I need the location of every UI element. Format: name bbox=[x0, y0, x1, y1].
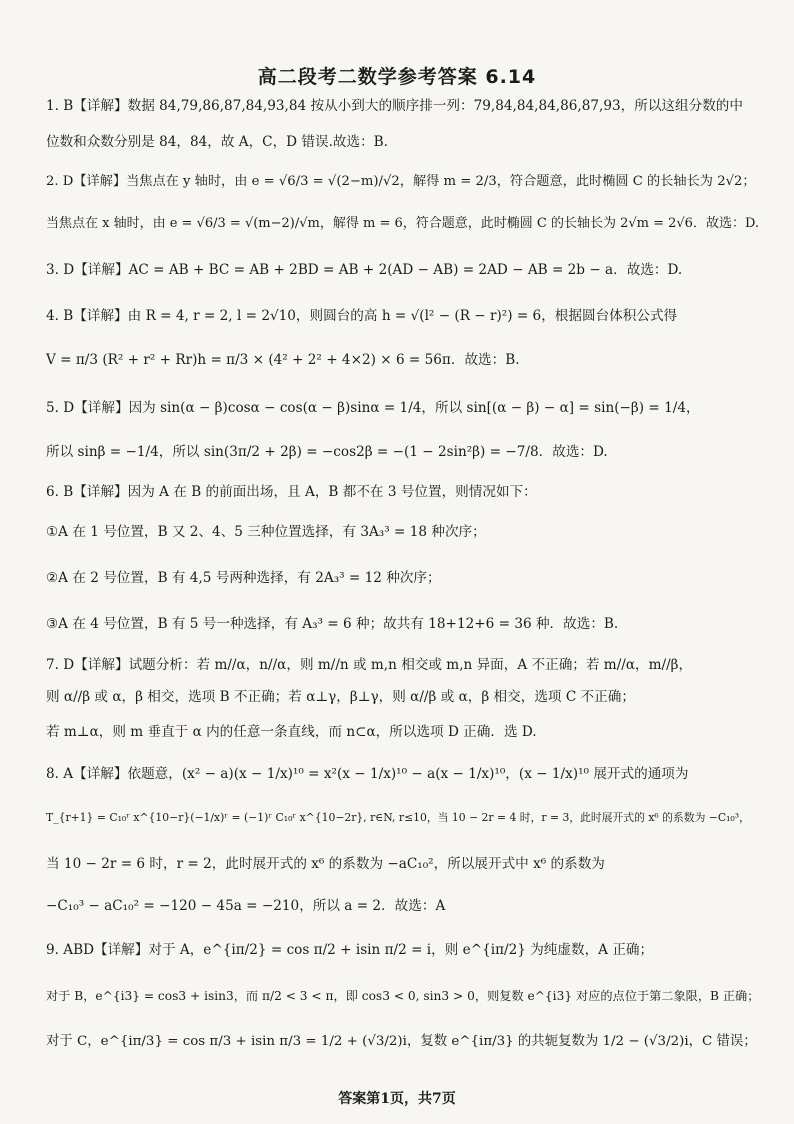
q5-line-2: 所以 sinβ = −1/4，所以 sin(3π/2 + 2β) = −cos2β = −(1 − 2sin²β) = −7/8．故选：D. bbox=[46, 444, 608, 460]
q5-line-1: 5. D【详解】因为 sin(α − β)cosα − cos(α − β)sinα = 1/4，所以 sin[(α − β) − α] = sin(−β) = 1/4， bbox=[46, 400, 700, 416]
q8-line-2: T_{r+1} = C₁₀ʳ x^{10−r}(−1/x)ʳ = (−1)ʳ C₁₀ʳ x^{10−2r}, r∈N, r≤10，当 10 − 2r = 4 时，r = 3，此时展开式的 x⁶ 的系数为 −C₁₀³， bbox=[46, 811, 750, 824]
q6-case-1: ①A 在 1 号位置，B 又 2、4、5 三种位置选择，有 3A₃³ = 18 种次序； bbox=[46, 524, 486, 540]
q2-line-2: 当焦点在 x 轴时，由 e = √6/3 = √(m−2)/√m，解得 m = 6，符合题意，此时椭圆 C 的长轴长为 2√m = 2√6．故选：D. bbox=[46, 216, 760, 231]
q7-line-2: 则 α//β 或 α，β 相交，选项 B 不正确；若 α⊥γ，β⊥γ，则 α//β 或 α，β 相交，选项 C 不正确； bbox=[46, 689, 635, 705]
page-title: 高二段考二数学参考答案 6.14 bbox=[257, 66, 537, 88]
q9-line-2: 对于 B，e^{i3} = cos3 + isin3，而 π/2 < 3 < π，即 cos3 < 0, sin3 > 0，则复数 e^{i3} 对应的点位于第二象限，B 正确； bbox=[46, 989, 760, 1003]
q7-line-3: 若 m⊥α，则 m 垂直于 α 内的任意一条直线，而 n⊂α，所以选项 D 正确．选 D. bbox=[46, 724, 537, 740]
q6-line-1: 6. B【详解】因为 A 在 B 的前面出场，且 A，B 都不在 3 号位置，则情况如下： bbox=[46, 484, 537, 500]
q4-line-2: V = π/3 (R² + r² + Rr)h = π/3 × (4² + 2² + 4×2) × 6 = 56π．故选：B. bbox=[46, 352, 520, 368]
q7-line-1: 7. D【详解】试题分析：若 m//α，n//α，则 m//n 或 m,n 相交或 m,n 异面，A 不正确；若 m//α，m//β， bbox=[46, 657, 693, 673]
q8-line-1: 8. A【详解】依题意，(x² − a)(x − 1/x)¹⁰ = x²(x − 1/x)¹⁰ − a(x − 1/x)¹⁰，(x − 1/x)¹⁰ 展开式的通项为 bbox=[46, 766, 689, 782]
q8-line-4: −C₁₀³ − aC₁₀² = −120 − 45a = −210，所以 a = 2．故选：A bbox=[46, 898, 446, 914]
q2-line-1: 2. D【详解】当焦点在 y 轴时，由 e = √6/3 = √(2−m)/√2，解得 m = 2/3，符合题意，此时椭圆 C 的长轴长为 2√2； bbox=[46, 174, 756, 189]
q1-line-1: 1. B【详解】数据 84,79,86,87,84,93,84 按从小到大的顺序排一列：79,84,84,84,86,87,93，所以这组分数的中 bbox=[46, 98, 743, 114]
q6-case-3: ③A 在 4 号位置，B 有 5 号一种选择，有 A₃³ = 6 种；故共有 18+12+6 = 36 种．故选：B. bbox=[46, 616, 619, 632]
q9-line-1: 9. ABD【详解】对于 A，e^{iπ/2} = cos π/2 + isin π/2 = i，则 e^{iπ/2} 为纯虚数，A 正确； bbox=[46, 942, 654, 958]
q6-case-2: ②A 在 2 号位置，B 有 4,5 号两种选择，有 2A₃³ = 12 种次序； bbox=[46, 570, 441, 586]
q3-line: 3. D【详解】AC = AB + BC = AB + 2BD = AB + 2(AD − AB) = 2AD − AB = 2b − a．故选：D. bbox=[46, 262, 683, 278]
q8-line-3: 当 10 − 2r = 6 时，r = 2，此时展开式的 x⁶ 的系数为 −aC₁₀²，所以展开式中 x⁶ 的系数为 bbox=[46, 856, 605, 872]
q9-line-3: 对于 C，e^{iπ/3} = cos π/3 + isin π/3 = 1/2 + (√3/2)i，复数 e^{iπ/3} 的共轭复数为 1/2 − (√3/2)i，C 错误； bbox=[46, 1034, 757, 1049]
q1-line-2: 位数和众数分别是 84，84，故 A，C，D 错误.故选：B. bbox=[46, 134, 388, 150]
page-footer: 答案第1页，共7页 bbox=[338, 1091, 456, 1107]
q4-line-1: 4. B【详解】由 R = 4, r = 2, l = 2√10，则圆台的高 h = √(l² − (R − r)²) = 6，根据圆台体积公式得 bbox=[46, 308, 678, 324]
